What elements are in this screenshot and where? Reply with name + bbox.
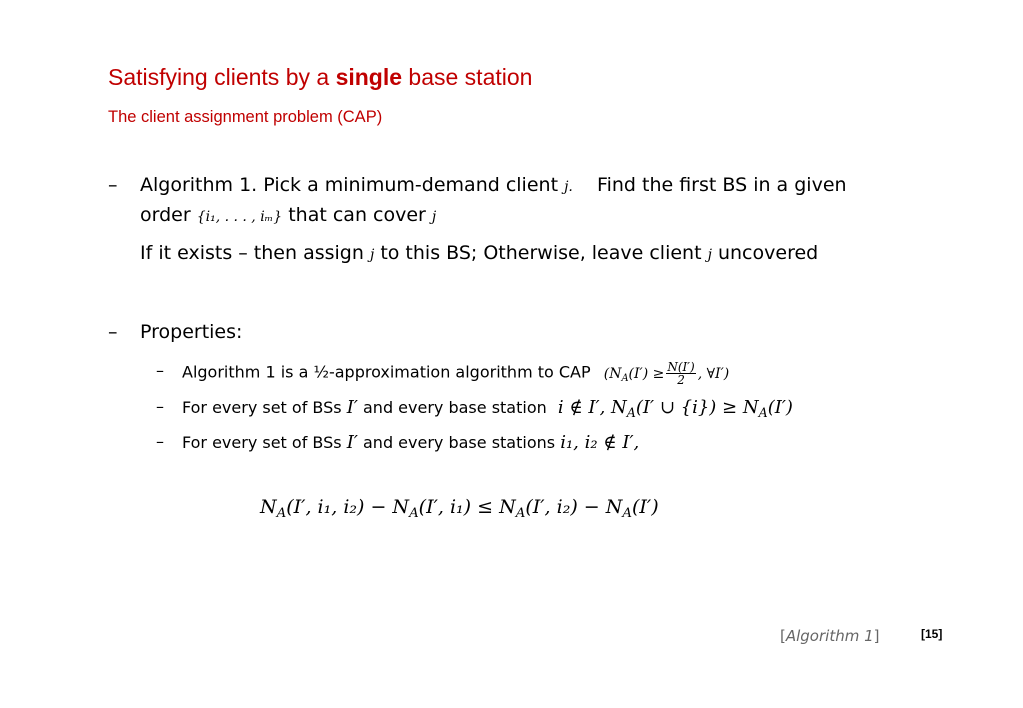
sub-bullet-dash: – — [156, 432, 164, 451]
bullet-dash: – — [108, 321, 118, 343]
properties-label: Properties: — [140, 321, 243, 343]
bullet-dash: – — [108, 174, 118, 196]
property-2-math: i ∉ I′, $N_A(I'$ ∪ $\{i\}) \ge N_A(I')$ — [557, 397, 793, 420]
sub-bullet-dash: – — [156, 397, 164, 416]
math-I-prime: I′ — [346, 432, 358, 453]
property-3-math: i₁, i₂ ∉ I′, — [560, 432, 640, 453]
property-1-math: ($N_A(I')$ ≥ $\frac{N(I')}{2}$ , ∀I′) — [603, 360, 730, 387]
property-2: For every set of BSs I′ and every base station i ∉ I′, $N_A(I'$ ∪ $\{i\}) \ge N_A(I')$ — [182, 397, 793, 420]
slide-title: Satisfying clients by a single base station — [108, 64, 533, 90]
math-order-set: {i₁, . . . , iₘ} — [196, 209, 283, 225]
algorithm-line-3: If it exists – then assign j to this BS; Otherwise, leave client j uncovered — [140, 242, 819, 264]
slide-subtitle: The client assignment problem (CAP) — [108, 108, 383, 126]
algorithm-line-2: order {i₁, . . . , iₘ} that can cover j — [140, 204, 437, 226]
algorithm-label: Algorithm 1. — [140, 174, 258, 196]
math-j: j — [707, 247, 712, 263]
math-j: j — [431, 209, 437, 225]
sub-bullet-dash: – — [156, 361, 164, 380]
page-number: [15] — [921, 627, 943, 641]
display-equation: $N_A(I'$, i₁, $i_2) - N_A(I'$, $i_1) \le N_A(I'$, $i_2) - N_A(I')$ — [260, 496, 659, 521]
property-1: Algorithm 1 is a ½-approximation algorithm to CAP ($N_A(I')$ ≥ $\frac{N(I')}{2}$ , ∀I′) — [182, 360, 730, 387]
algorithm-line-1: Algorithm 1. Pick a minimum-demand client j. Find the first BS in a given — [140, 174, 847, 196]
title-emphasis: single — [335, 64, 403, 90]
algorithm-reference: [Algorithm 1] — [780, 627, 880, 645]
math-j: j. — [564, 179, 573, 195]
math-j: j — [369, 247, 375, 263]
property-3: For every set of BSs I′ and every base stations i₁, i₂ ∉ I′, — [182, 432, 640, 453]
math-I-prime: I′ — [346, 397, 358, 418]
